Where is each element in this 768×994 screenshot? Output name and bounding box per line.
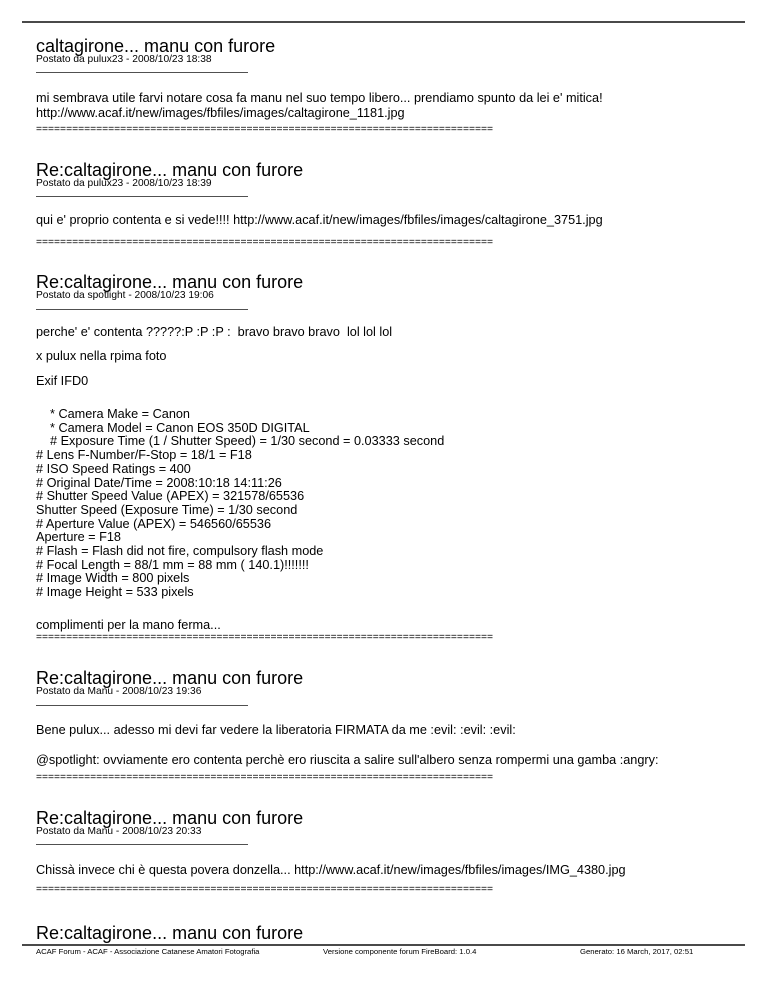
post-body-line: Bene pulux... adesso mi devi far vedere la liberatoria FIRMATA da me :evil: :evil: :evil: bbox=[36, 723, 516, 737]
post-body-line: mi sembrava utile farvi notare cosa fa manu nel suo tempo libero... prendiamo spunto da lei e' mitica! bbox=[36, 91, 603, 105]
post-body-line: @spotlight: ovviamente ero contenta perchè ero riuscita a salire sull'albero senza rompermi una gamba :angry: bbox=[36, 753, 659, 767]
header-rule bbox=[22, 21, 745, 23]
post-meta: Postato da spotlight - 2008/10/23 19:06 bbox=[36, 290, 214, 301]
exif-line: # Aperture Value (APEX) = 546560/65536 bbox=[36, 517, 272, 531]
exif-line: # Image Width = 800 pixels bbox=[36, 571, 190, 585]
exif-line: Shutter Speed (Exposure Time) = 1/30 second bbox=[36, 503, 298, 517]
post-meta: Postato da Manu - 2008/10/23 20:33 bbox=[36, 826, 202, 837]
post-title: Re:caltagirone... manu con furore bbox=[36, 808, 304, 828]
post-body-line: qui e' proprio contenta e si vede!!!! http://www.acaf.it/new/images/fbfiles/images/caltagirone_3751.jpg bbox=[36, 213, 603, 227]
post-separator: ============================================================================ bbox=[36, 124, 494, 135]
exif-line: # ISO Speed Ratings = 400 bbox=[36, 462, 191, 476]
exif-line: # Shutter Speed Value (APEX) = 321578/65536 bbox=[36, 489, 305, 503]
post-title: Re:caltagirone... manu con furore bbox=[36, 668, 304, 688]
post-title: Re:caltagirone... manu con furore bbox=[36, 160, 304, 180]
post-separator: ============================================================================ bbox=[36, 772, 494, 783]
post-meta: Postato da Manu - 2008/10/23 19:36 bbox=[36, 686, 202, 697]
footer-site-name: ACAF Forum - ACAF - Associazione Catanese Amatori Fotografia bbox=[36, 947, 260, 956]
exif-line: # Lens F-Number/F-Stop = 18/1 = F18 bbox=[36, 448, 252, 462]
post-title: Re:caltagirone... manu con furore bbox=[36, 923, 304, 943]
post-meta: Postato da pulux23 - 2008/10/23 18:38 bbox=[36, 54, 212, 65]
post-title: caltagirone... manu con furore bbox=[36, 36, 276, 56]
post-body-line: Exif IFD0 bbox=[36, 374, 89, 388]
exif-line: # Image Height = 533 pixels bbox=[36, 585, 194, 599]
meta-divider bbox=[36, 196, 248, 197]
post-body-line: http://www.acaf.it/new/images/fbfiles/images/caltagirone_1181.jpg bbox=[36, 106, 405, 120]
exif-line: # Exposure Time (1 / Shutter Speed) = 1/30 second = 0.03333 second bbox=[50, 434, 445, 448]
exif-line: * Camera Model = Canon EOS 350D DIGITAL bbox=[50, 421, 310, 435]
exif-line: # Original Date/Time = 2008:10:18 14:11:26 bbox=[36, 476, 282, 490]
footer-version: Versione componente forum FireBoard: 1.0.4 bbox=[323, 947, 477, 956]
meta-divider bbox=[36, 705, 248, 706]
post-separator: ============================================================================ bbox=[36, 632, 494, 643]
exif-line: # Focal Length = 88/1 mm = 88 mm ( 140.1)!!!!!!! bbox=[36, 558, 309, 572]
exif-line: Aperture = F18 bbox=[36, 530, 121, 544]
footer-generated: Generato: 16 March, 2017, 02:51 bbox=[580, 947, 694, 956]
post-body-line: complimenti per la mano ferma... bbox=[36, 618, 221, 632]
meta-divider bbox=[36, 309, 248, 310]
exif-line: * Camera Make = Canon bbox=[50, 407, 190, 421]
post-separator: ============================================================================ bbox=[36, 237, 494, 248]
meta-divider bbox=[36, 844, 248, 845]
post-meta: Postato da pulux23 - 2008/10/23 18:39 bbox=[36, 178, 212, 189]
post-title: Re:caltagirone... manu con furore bbox=[36, 272, 304, 292]
post-body-line: perche' e' contenta ?????:P :P :P : bravo bravo bravo lol lol lol bbox=[36, 325, 393, 339]
footer-rule bbox=[22, 944, 745, 946]
exif-line: # Flash = Flash did not fire, compulsory flash mode bbox=[36, 544, 324, 558]
post-body-line: Chissà invece chi è questa povera donzella... http://www.acaf.it/new/images/fbfiles/images/IMG_4380.jpg bbox=[36, 863, 626, 877]
post-body-line: x pulux nella rpima foto bbox=[36, 349, 167, 363]
post-separator: ============================================================================ bbox=[36, 884, 494, 895]
meta-divider bbox=[36, 72, 248, 73]
